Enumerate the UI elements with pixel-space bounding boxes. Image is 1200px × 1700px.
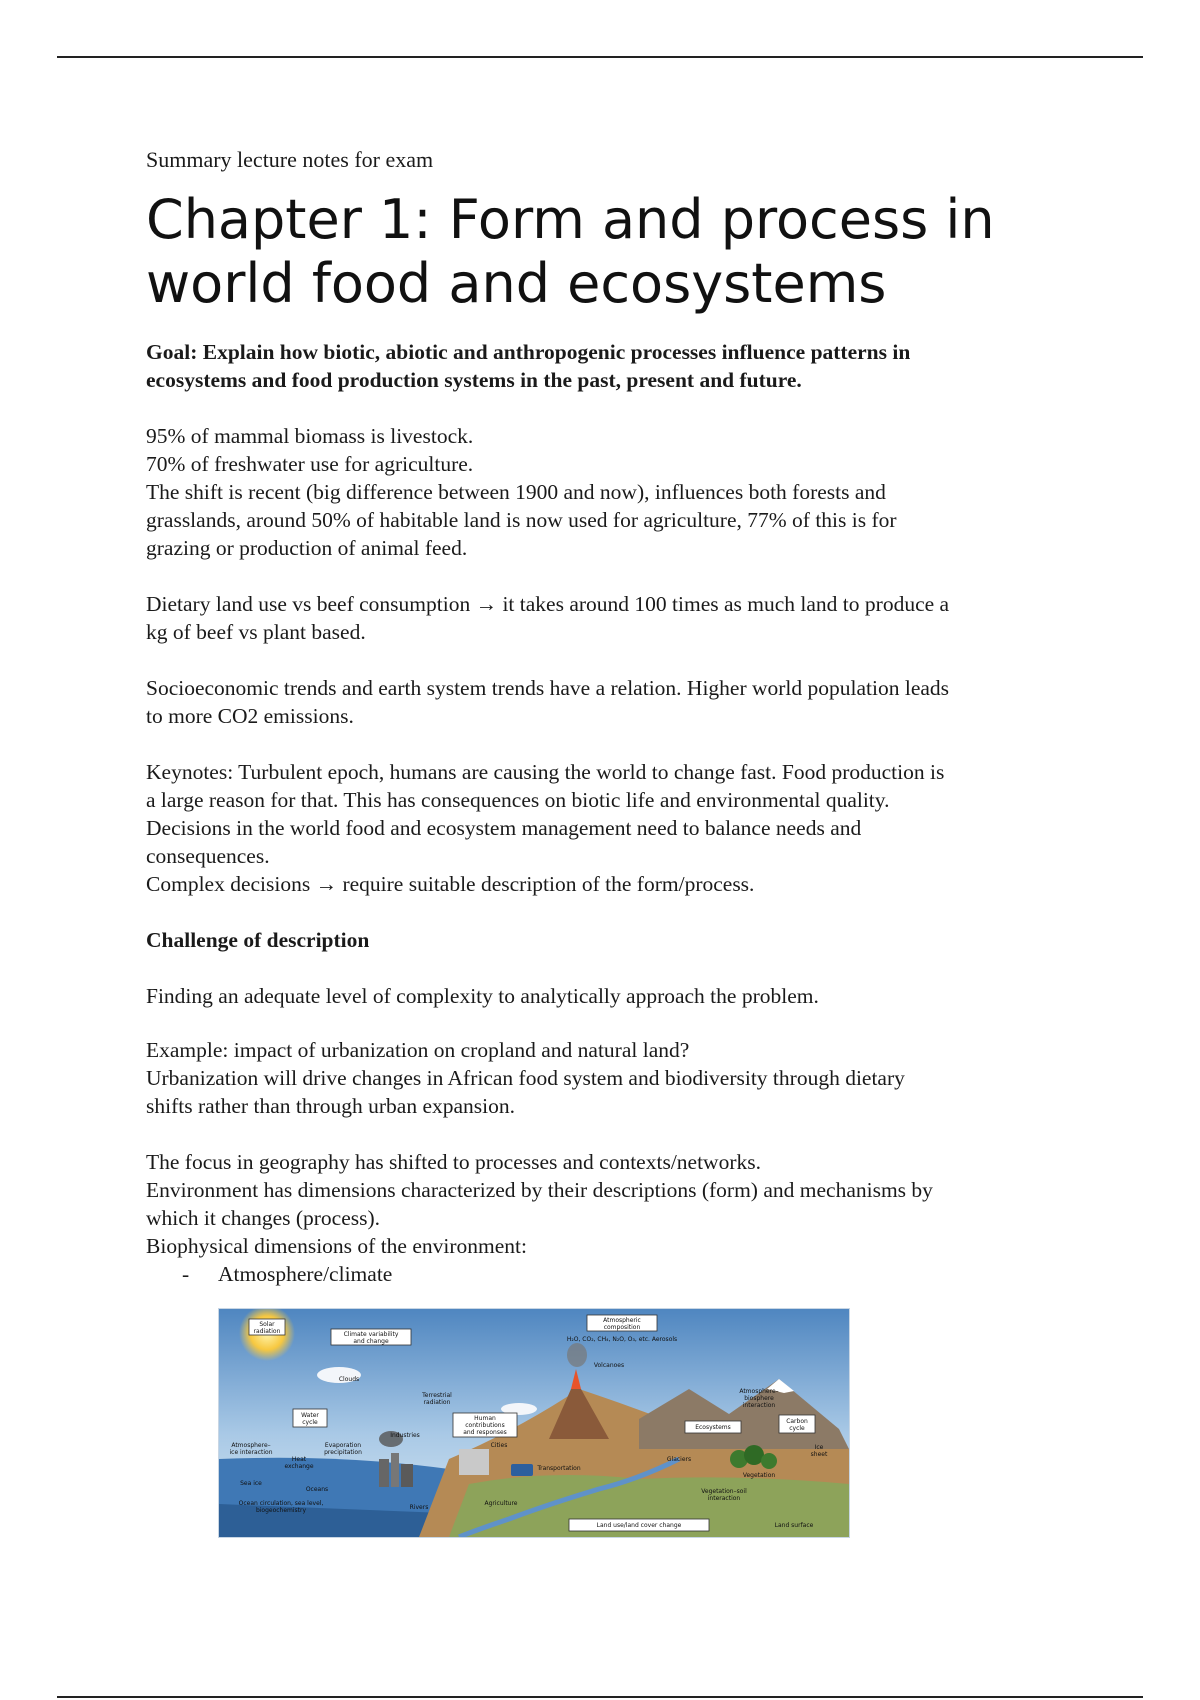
fig-label: H₂O, CO₂, CH₄, N₂O, O₃, etc. Aerosols [566, 1336, 678, 1343]
section-heading: Challenge of description [146, 928, 370, 952]
fig-label: Atmosphere– [739, 1388, 779, 1395]
text-line: to more CO2 emissions. [146, 704, 354, 728]
text-line: grasslands, around 50% of habitable land is now used for agriculture, 77% of this is for [146, 508, 897, 532]
fig-label: Agriculture [484, 1500, 518, 1507]
fig-label: biogeochemistry [255, 1507, 307, 1514]
text-line: Example: impact of urbanization on cropland and natural land? [146, 1038, 690, 1062]
fig-label: cycle [789, 1425, 805, 1432]
text-line: a large reason for that. This has consequences on biotic life and environmental quality. [146, 788, 890, 812]
dietary-paragraph [146, 590, 1066, 646]
fig-label: composition [603, 1324, 641, 1331]
fig-label: Solar [259, 1321, 275, 1328]
truck-icon [511, 1464, 533, 1476]
top-rule [57, 56, 1143, 58]
fig-label: exchange [284, 1463, 314, 1470]
tree-icon [744, 1445, 764, 1465]
volcano-smoke [567, 1343, 587, 1367]
focus-paragraph [146, 1148, 1066, 1260]
fig-label: Ocean circulation, sea level, [238, 1500, 324, 1507]
bullet-dash: - [182, 1262, 190, 1286]
fig-label: biosphere [744, 1395, 774, 1402]
fig-label: Ice [814, 1444, 824, 1451]
fig-label: ice interaction [229, 1449, 273, 1456]
text-line: grazing or production of animal feed. [146, 536, 468, 560]
fig-label: Rivers [409, 1504, 429, 1511]
fig-label: Ecosystems [695, 1424, 731, 1431]
list-item [146, 1260, 1066, 1288]
fig-label: Clouds [338, 1376, 360, 1383]
fig-label: radiation [253, 1328, 281, 1335]
text-line: 70% of freshwater use for agriculture. [146, 452, 474, 476]
bottom-rule [57, 1696, 1143, 1698]
text-line: The focus in geography has shifted to processes and contexts/networks. [146, 1150, 761, 1174]
text-line: Socioeconomic trends and earth system trends have a relation. Higher world population leads [146, 676, 950, 700]
document-page [146, 146, 1066, 1288]
text-line: The shift is recent (big difference between 1900 and now), influences both forests and [146, 480, 886, 504]
goal-line: Goal: Explain how biotic, abiotic and anthropogenic processes influence patterns in [146, 340, 911, 364]
fig-label: Vegetation [742, 1472, 776, 1479]
fig-label: Cities [490, 1442, 508, 1449]
challenge-paragraph: Finding an adequate level of complexity to analytically approach the problem. [146, 984, 819, 1008]
fig-label: interaction [707, 1495, 741, 1502]
keynotes-paragraph [146, 758, 1066, 898]
fig-label: Atmospheric [603, 1317, 641, 1324]
fig-label: precipitation [324, 1449, 362, 1456]
text-line: Urbanization will drive changes in African food system and biodiversity through dietary [146, 1066, 905, 1090]
building-icon [401, 1464, 413, 1487]
goal-statement [146, 338, 1066, 394]
socioeconomic-paragraph [146, 674, 1066, 730]
building-icon [391, 1453, 399, 1487]
text-line: kg of beef vs plant based. [146, 620, 366, 644]
fig-label: Glaciers [666, 1456, 692, 1463]
building-icon [379, 1459, 389, 1487]
fig-label: contributions [465, 1422, 505, 1429]
text-line: shifts rather than through urban expansion. [146, 1094, 515, 1118]
document-subtitle: Summary lecture notes for exam [146, 147, 434, 172]
greenhouse-icon [459, 1449, 489, 1475]
fig-label: Evaporation [324, 1442, 362, 1449]
text-line: 95% of mammal biomass is livestock. [146, 424, 474, 448]
fig-label: and responses [463, 1429, 507, 1436]
example-paragraph [146, 1036, 1066, 1120]
fig-label: sheet [810, 1451, 828, 1458]
fig-label: Carbon [786, 1418, 808, 1425]
stats-paragraph [146, 422, 1066, 562]
fig-label: and change [353, 1338, 389, 1345]
text-line: Keynotes: Turbulent epoch, humans are causing the world to change fast. Food production is [146, 760, 945, 784]
fig-label: Atmosphere– [231, 1442, 271, 1449]
fig-label: interaction [742, 1402, 776, 1409]
text-line: Dietary land use vs beef consumption → it takes around 100 times as much land to produce a [146, 592, 950, 616]
fig-label: Volcanoes [593, 1362, 625, 1369]
goal-line: ecosystems and food production systems in the past, present and future. [146, 368, 802, 392]
fig-label: Oceans [305, 1486, 329, 1493]
fig-label: Land use/land cover change [596, 1522, 682, 1529]
list-item-text: Atmosphere/climate [218, 1262, 393, 1286]
climate-system-figure [218, 1308, 850, 1538]
tree-icon [761, 1453, 777, 1469]
text-line: Biophysical dimensions of the environment: [146, 1234, 527, 1258]
fig-label: Terrestrial [422, 1392, 452, 1399]
fig-label: Heat [291, 1456, 307, 1463]
fig-label: Water [301, 1412, 319, 1419]
fig-label: Climate variability [343, 1331, 399, 1338]
chapter-title [146, 188, 1066, 316]
text-line: consequences. [146, 844, 270, 868]
text-line: Decisions in the world food and ecosystem management need to balance needs and [146, 816, 862, 840]
text-line: Environment has dimensions characterized by their descriptions (form) and mechanisms by [146, 1178, 933, 1202]
fig-label: cycle [302, 1419, 318, 1426]
fig-label: Sea ice [240, 1480, 262, 1487]
text-line: Complex decisions → require suitable description of the form/process. [146, 872, 755, 896]
fig-label: Land surface [774, 1522, 814, 1529]
chapter-title-line: Chapter 1: Form and process in [146, 188, 995, 251]
fig-label: Industries [390, 1432, 420, 1439]
fig-label: Human [474, 1415, 496, 1422]
fig-label: Vegetation–soil [701, 1488, 747, 1495]
chapter-title-line: world food and ecosystems [146, 252, 887, 315]
fig-label: Transportation [537, 1465, 581, 1472]
climate-system-illustration [219, 1309, 849, 1537]
text-line: which it changes (process). [146, 1206, 381, 1230]
fig-label: radiation [423, 1399, 451, 1406]
